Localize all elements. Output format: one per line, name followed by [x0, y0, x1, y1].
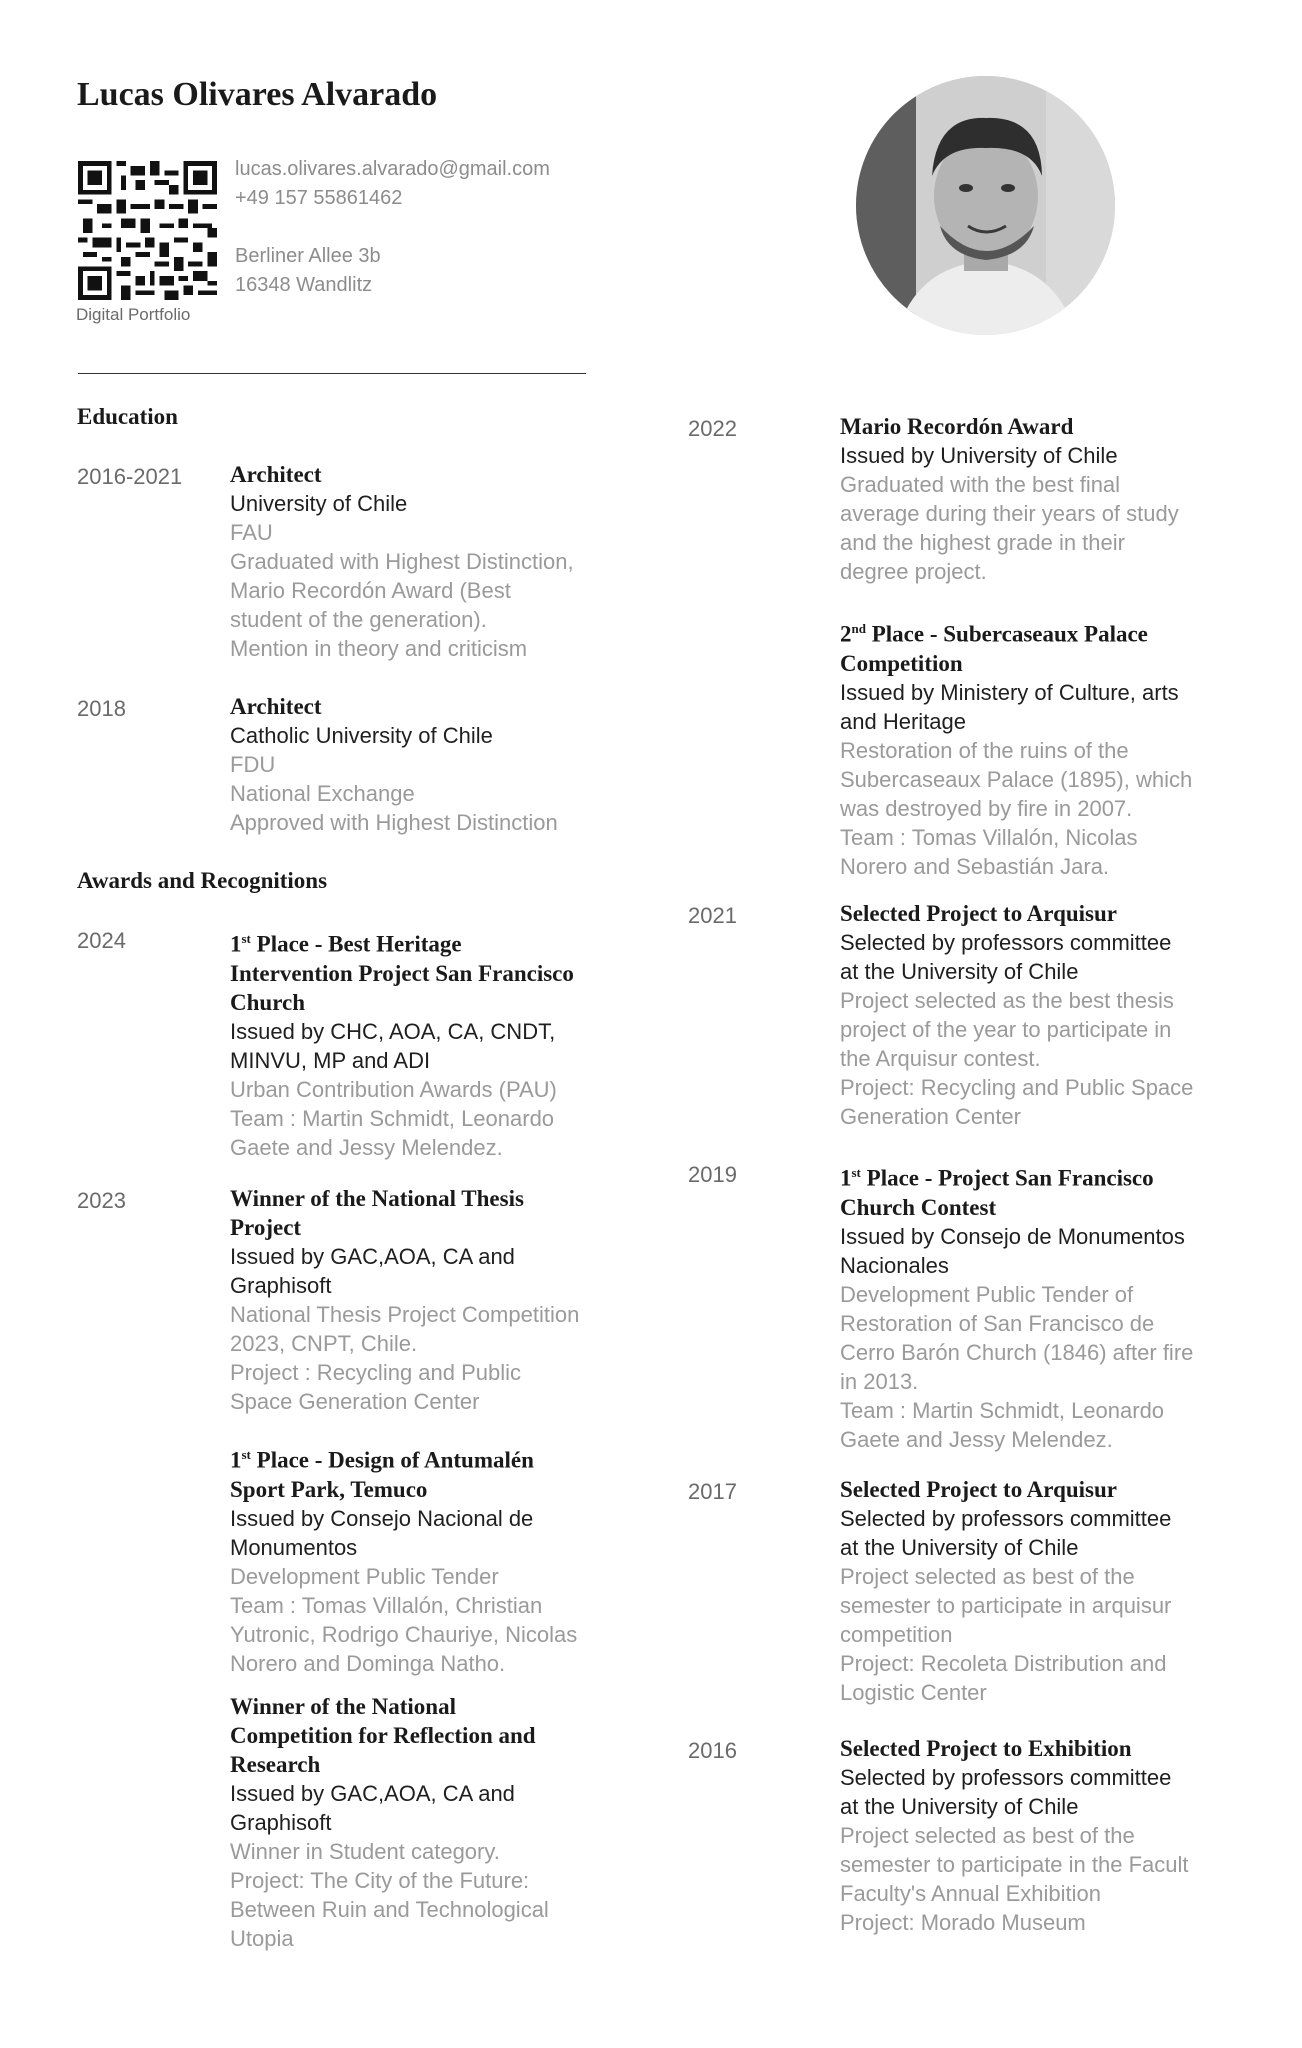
description-line: Faculty's Annual Exhibition	[840, 1881, 1102, 1906]
award-issuer	[230, 1017, 630, 1075]
issuer-line: Issued by GAC,AOA, CA and	[230, 1781, 515, 1806]
issuer-line: Issued by CHC, AOA, CA, CNDT,	[230, 1018, 556, 1044]
description-line: 2023, CNPT, Chile.	[230, 1331, 418, 1356]
issuer-line: at the University of Chile	[840, 1535, 1079, 1560]
entry-description	[230, 750, 630, 837]
award-description	[840, 470, 1240, 586]
award-year: 2024	[77, 928, 126, 953]
description-line: Project selected as best of the	[840, 1564, 1135, 1589]
description-line: and the highest grade in their	[840, 530, 1125, 555]
description-line: National Thesis Project Competition	[230, 1302, 580, 1327]
description-line: Project: The City of the Future:	[230, 1868, 530, 1893]
description-line: degree project.	[840, 559, 987, 584]
entry-issuer: Catholic University of Chile	[230, 723, 493, 748]
award-description	[230, 1300, 630, 1416]
description-line: Team : Martin Schmidt, Leonardo	[230, 1105, 555, 1131]
description-line: Space Generation Center	[230, 1389, 480, 1414]
award-title-line: Sport Park, Temuco	[230, 1476, 428, 1502]
award-year: 2023	[77, 1188, 126, 1213]
award-issuer	[230, 1779, 630, 1837]
description-line: Team : Tomas Villalón, Nicolas	[840, 824, 1138, 850]
description-line: Utopia	[230, 1926, 294, 1951]
description-line: Development Public Tender of	[840, 1281, 1134, 1307]
qr-caption: Digital Portfolio	[76, 305, 191, 324]
description-line: project of the year to participate in	[840, 1017, 1172, 1042]
award-title: 2nd Place - Subercaseaux Palace	[840, 621, 1148, 647]
address-line-1: Berliner Allee 3b	[235, 245, 381, 267]
award-title-line: Selected Project to Arquisur	[840, 1477, 1118, 1502]
description-line: semester to participate in arquisur	[840, 1593, 1172, 1618]
description-line: Between Ruin and Technological	[230, 1897, 549, 1922]
award-description	[840, 1562, 1240, 1707]
description-line: semester to participate in the Facult	[840, 1852, 1189, 1877]
award-year: 2017	[688, 1479, 737, 1504]
description-line: Yutronic, Rodrigo Chauriye, Nicolas	[230, 1621, 578, 1647]
entry-title: Architect	[230, 462, 322, 487]
award-issuer	[840, 928, 1240, 986]
description-line: Project selected as best of the	[840, 1823, 1135, 1848]
award-issuer	[840, 441, 1240, 470]
email-link[interactable]: lucas.olivares.alvarado@gmail.com	[235, 158, 550, 180]
education-heading: Education	[77, 404, 178, 429]
profile-photo	[856, 76, 1115, 335]
award-entry	[840, 412, 1240, 586]
award-issuer	[230, 1504, 630, 1562]
award-title-line: Intervention Project San Francisco	[230, 960, 574, 986]
award-issuer	[840, 678, 1240, 736]
description-line: Project : Recycling and Public	[230, 1360, 522, 1385]
phone-number: +49 157 55861462	[235, 187, 403, 209]
issuer-line: at the University of Chile	[840, 959, 1079, 984]
award-title-line: Competition	[840, 650, 963, 676]
description-line: Graduated with Highest Distinction,	[230, 549, 574, 574]
description-line: Project: Morado Museum	[840, 1910, 1086, 1935]
award-entry	[230, 924, 630, 1162]
description-line: FDU	[230, 752, 276, 777]
award-title: 1st Place - Best Heritage	[230, 931, 462, 957]
award-issuer	[230, 1242, 630, 1300]
issuer-line: Selected by professors committee	[840, 930, 1172, 955]
description-line: Subercaseaux Palace (1895), which	[840, 766, 1193, 792]
issuer-line: at the University of Chile	[840, 1794, 1079, 1819]
description-line: Graduated with the best final	[840, 472, 1121, 497]
header-divider	[78, 373, 586, 374]
award-entry	[230, 1184, 630, 1416]
issuer-line: Monumentos	[230, 1534, 358, 1560]
description-line: competition	[840, 1622, 953, 1647]
description-line: Project selected as the best thesis	[840, 988, 1174, 1013]
award-entry	[230, 1692, 630, 1953]
entry-issuer: University of Chile	[230, 491, 408, 516]
award-entry	[840, 1734, 1240, 1937]
issuer-line: and Heritage	[840, 708, 966, 734]
award-description	[840, 1821, 1240, 1937]
award-year: 2022	[688, 416, 737, 441]
description-line: Urban Contribution Awards (PAU)	[230, 1076, 557, 1102]
description-line: Gaete and Jessy Melendez.	[230, 1134, 503, 1160]
description-line: Restoration of San Francisco de	[840, 1310, 1155, 1336]
award-description	[840, 736, 1240, 881]
award-title-line: Winner of the National	[230, 1694, 456, 1719]
education-year: 2016-2021	[77, 464, 183, 489]
description-line: average during their years of study	[840, 501, 1179, 526]
award-title-line: Selected Project to Arquisur	[840, 901, 1118, 926]
award-description	[230, 1562, 630, 1678]
award-title-line: Church Contest	[840, 1194, 997, 1220]
award-title-line: Competition for Reflection and	[230, 1723, 536, 1748]
award-title: 1st Place - Project San Francisco	[840, 1165, 1154, 1191]
education-year: 2018	[77, 696, 126, 721]
issuer-line: Selected by professors committee	[840, 1765, 1172, 1790]
issuer-line: Issued by University of Chile	[840, 443, 1118, 468]
award-title-line: Winner of the National Thesis	[230, 1186, 524, 1211]
description-line: Generation Center	[840, 1104, 1021, 1129]
issuer-line: Issued by Ministery of Culture, arts	[840, 679, 1179, 705]
description-line: Logistic Center	[840, 1680, 987, 1705]
award-title-line: Church	[230, 989, 305, 1015]
issuer-line: Issued by GAC,AOA, CA and	[230, 1244, 515, 1269]
description-line: Approved with Highest Distinction	[230, 810, 558, 835]
issuer-line: Graphisoft	[230, 1273, 332, 1298]
award-title-line: Project	[230, 1215, 302, 1240]
education-entry	[230, 692, 630, 837]
entry-title: Architect	[230, 694, 322, 719]
description-line: Project: Recoleta Distribution and	[840, 1651, 1167, 1676]
award-year: 2021	[688, 903, 737, 928]
description-line: student of the generation).	[230, 607, 487, 632]
issuer-line: Issued by Consejo de Monumentos	[840, 1223, 1185, 1249]
description-line: Restoration of the ruins of the	[840, 737, 1129, 763]
entry-description	[230, 518, 630, 663]
description-line: Norero and Sebastián Jara.	[840, 853, 1110, 879]
description-line: Team : Martin Schmidt, Leonardo	[840, 1397, 1165, 1423]
issuer-line: MINVU, MP and ADI	[230, 1047, 431, 1073]
description-line: in 2013.	[840, 1368, 919, 1394]
description-line: Winner in Student category.	[230, 1839, 500, 1864]
award-year: 2016	[688, 1738, 737, 1763]
description-line: Mario Recordón Award (Best	[230, 578, 511, 603]
description-line: FAU	[230, 520, 273, 545]
qr-code-icon[interactable]	[78, 161, 217, 300]
issuer-line: Selected by professors committee	[840, 1506, 1172, 1531]
award-title-line: Selected Project to Exhibition	[840, 1736, 1132, 1761]
award-title-line: Research	[230, 1752, 321, 1777]
award-description	[840, 1280, 1240, 1454]
award-entry	[840, 1475, 1240, 1707]
award-issuer	[840, 1504, 1240, 1562]
resume-name: Lucas Olivares Alvarado	[77, 76, 438, 113]
award-entry	[840, 614, 1240, 881]
award-year: 2019	[688, 1162, 737, 1187]
award-title-line: Mario Recordón Award	[840, 414, 1074, 439]
description-line: Mention in theory and criticism	[230, 636, 528, 661]
description-line: Team : Tomas Villalón, Christian	[230, 1592, 543, 1618]
description-line: Development Public Tender	[230, 1563, 499, 1589]
award-entry	[840, 1158, 1240, 1454]
award-entry	[840, 899, 1240, 1131]
award-issuer	[840, 1763, 1240, 1821]
address-line-2: 16348 Wandlitz	[235, 274, 373, 296]
description-line: the Arquisur contest.	[840, 1046, 1041, 1071]
portrait-avatar-icon	[856, 76, 1115, 335]
award-entry	[230, 1440, 630, 1678]
description-line: Project: Recycling and Public Space	[840, 1075, 1194, 1100]
award-description	[230, 1837, 630, 1953]
description-line: Norero and Dominga Natho.	[230, 1650, 506, 1676]
education-entry	[230, 460, 630, 663]
description-line: National Exchange	[230, 781, 415, 806]
description-line: Gaete and Jessy Melendez.	[840, 1426, 1113, 1452]
issuer-line: Issued by Consejo Nacional de	[230, 1505, 534, 1531]
awards-heading: Awards and Recognitions	[77, 868, 328, 893]
award-title: 1st Place - Design of Antumalén	[230, 1447, 534, 1473]
award-issuer	[840, 1222, 1240, 1280]
award-description	[230, 1075, 630, 1162]
issuer-line: Graphisoft	[230, 1810, 332, 1835]
issuer-line: Nacionales	[840, 1252, 949, 1278]
description-line: Cerro Barón Church (1846) after fire	[840, 1339, 1194, 1365]
description-line: was destroyed by fire in 2007.	[840, 795, 1133, 821]
award-description	[840, 986, 1240, 1131]
